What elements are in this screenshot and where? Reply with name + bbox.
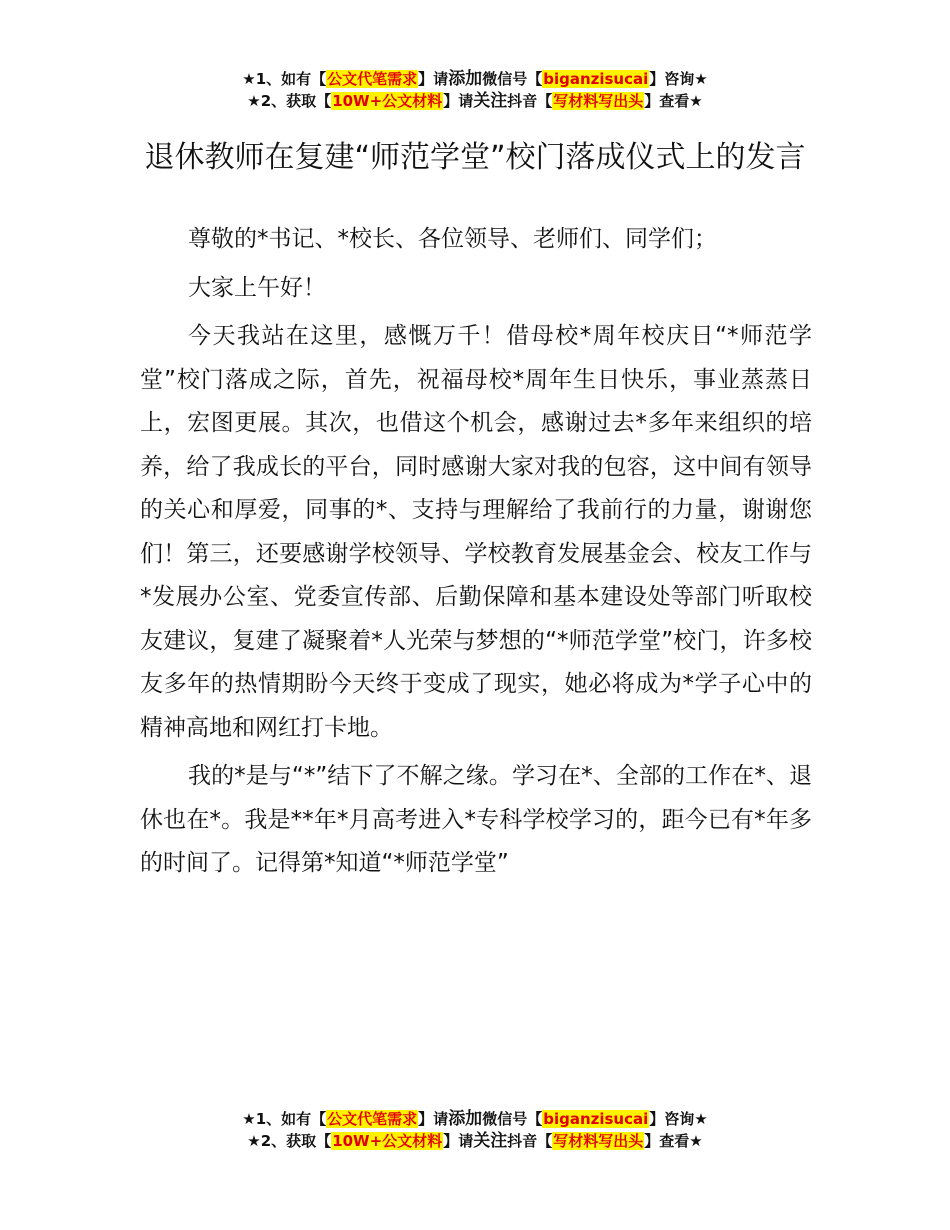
promo-highlight-douyin: 写材料写出头 bbox=[553, 1132, 644, 1150]
promo-text: ★2、获取【 bbox=[247, 92, 332, 110]
document-body bbox=[140, 218, 812, 891]
promo-text-emphasis: 添加 bbox=[448, 1109, 483, 1129]
promo-banner-top bbox=[0, 68, 950, 112]
body-paragraph: 我的*是与“*”结下了不解之缘。学习在*、全部的工作在*、退休也在*。我是**年*月高考进入*专科学校学习的，距今已有*年多的时间了。记得第*知道“*师范学堂” bbox=[140, 763, 812, 876]
promo-text: 】查看★ bbox=[644, 92, 703, 110]
promo-highlight-douyin: 写材料写出头 bbox=[553, 92, 644, 110]
promo-highlight-materials: 10W+公文材料 bbox=[332, 92, 443, 110]
promo-highlight-service: 公文代笔需求 bbox=[327, 70, 418, 88]
promo-text: 】请 bbox=[418, 70, 449, 88]
document-title: 退休教师在复建“师范学堂”校门落成仪式上的发言 bbox=[144, 140, 806, 176]
promo-highlight-materials: 10W+公文材料 bbox=[332, 1132, 443, 1150]
promo-text: 抖音【 bbox=[507, 1132, 553, 1150]
greeting-paragraph: 大家上午好！ bbox=[188, 274, 326, 301]
promo-line-1 bbox=[0, 68, 950, 90]
promo-text: 】请 bbox=[443, 1132, 474, 1150]
promo-text: 】请 bbox=[418, 1110, 449, 1128]
promo-highlight-service: 公文代笔需求 bbox=[327, 1110, 418, 1128]
promo-text: ★1、如有【 bbox=[242, 70, 327, 88]
promo-text: 】咨询★ bbox=[649, 1110, 708, 1128]
promo-text: 】查看★ bbox=[644, 1132, 703, 1150]
salutation-paragraph: 尊敬的*书记、*校长、各位领导、老师们、同学们； bbox=[188, 226, 717, 252]
promo-text: 】请 bbox=[443, 92, 474, 110]
promo-text: ★1、如有【 bbox=[242, 1110, 327, 1128]
promo-text: 抖音【 bbox=[507, 92, 553, 110]
promo-highlight-wechat-id: biganzisucai bbox=[543, 70, 649, 88]
promo-line-2 bbox=[0, 1130, 950, 1152]
promo-highlight-wechat-id: biganzisucai bbox=[543, 1110, 649, 1128]
promo-banner-bottom bbox=[0, 1108, 950, 1152]
promo-text-emphasis: 关注 bbox=[473, 91, 508, 111]
promo-text: ★2、获取【 bbox=[247, 1132, 332, 1150]
promo-text: 微信号【 bbox=[482, 70, 543, 88]
promo-line-1 bbox=[0, 1108, 950, 1130]
body-paragraph: 今天我站在这里，感慨万千！借母校*周年校庆日“*师范学堂”校门落成之际，首先，祝福母校*周年生日快乐，事业蒸蒸日上，宏图更展。其次，也借这个机会，感谢过去*多年来组织的培养，给了我成长的平台，同时感谢大家对我的包容，这中间有领导的关心和厚爱，同事的*、支持与理解给了我前行的力量，谢谢您们！第三，还要感谢学校领导、学校教育发展基金会、校友工作与*发展办公室、党委宣传部、后勤保障和基本建设处等部门听取校友建议，复建了凝聚着*人光荣与梦想的“*师范学堂”校门，许多校友多年的热情期盼今天终于变成了现实，她必将成为*学子心中的精神高地和网红打卡地。 bbox=[140, 323, 812, 741]
promo-text: 微信号【 bbox=[482, 1110, 543, 1128]
promo-text-emphasis: 关注 bbox=[473, 1131, 508, 1151]
promo-line-2 bbox=[0, 90, 950, 112]
promo-text-emphasis: 添加 bbox=[448, 69, 483, 89]
promo-text: 】咨询★ bbox=[649, 70, 708, 88]
